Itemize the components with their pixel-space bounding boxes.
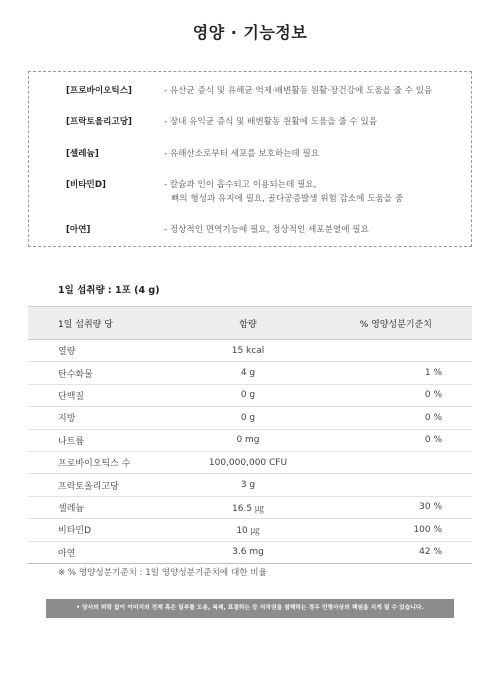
function-desc-line: - 칼슘과 인이 흡수되고 이용되는데 필요,: [164, 180, 317, 190]
column-header: % 영양성분기준치: [319, 307, 472, 340]
table-row: [28, 407, 472, 429]
nutrient-amount: 3 g: [177, 474, 318, 496]
table-row: [28, 496, 472, 518]
nutrient-amount: 3.6 mg: [177, 541, 318, 563]
function-desc-line: - 장내 유익균 증식 및 배변활동 원활에 도움을 줄 수 있음: [164, 117, 378, 127]
table-row: [28, 519, 472, 541]
nutrient-percent: 100 %: [319, 519, 472, 541]
nutrient-amount: 16.5 ㎍: [177, 496, 318, 518]
nutrient-name: 열량: [28, 340, 177, 362]
function-desc-line: - 유해산소로부터 세포를 보호하는데 필요: [164, 149, 320, 159]
table-row: [28, 362, 472, 384]
table-row: [28, 340, 472, 362]
function-desc-line: - 유산균 증식 및 유해균 억제·배변활동 원활·장건강에 도움을 줄 수 있음: [164, 86, 433, 96]
nutrient-percent: [319, 451, 472, 473]
nutrient-amount: 0 g: [177, 407, 318, 429]
table-row: [28, 474, 472, 496]
nutrient-percent: 42 %: [319, 541, 472, 563]
function-desc: [164, 84, 432, 98]
column-header: 함량: [177, 307, 318, 340]
table-row: [28, 429, 472, 451]
nutrient-percent: 30 %: [319, 496, 472, 518]
nutrient-amount: 4 g: [177, 362, 318, 384]
nutrition-table: [28, 306, 472, 564]
nutrient-amount: 100,000,000 CFU: [177, 451, 318, 473]
nutrient-name: 탄수화물: [28, 362, 177, 384]
nutrient-percent: 1 %: [319, 362, 472, 384]
function-desc: [164, 223, 369, 237]
table-row: [28, 384, 472, 406]
function-desc: [164, 178, 403, 206]
column-header: 1일 섭취량 당: [28, 307, 177, 340]
nutrient-percent: 0 %: [319, 429, 472, 451]
nutrient-amount: 0 mg: [177, 429, 318, 451]
function-desc-line: - 정상적인 면역기능에 필요, 정상적인 세포분열에 필요: [164, 225, 369, 235]
nutrient-percent: 0 %: [319, 384, 472, 406]
function-name: [프로바이오틱스]: [66, 86, 132, 96]
nutrient-name: 셀레늄: [28, 496, 177, 518]
nutrient-name: 단백질: [28, 384, 177, 406]
function-name: [아연]: [66, 225, 91, 235]
function-desc: [164, 115, 377, 129]
nutrient-name: 지방: [28, 407, 177, 429]
table-row: [28, 541, 472, 563]
nutrient-amount: 0 g: [177, 384, 318, 406]
nutrient-name: 아연: [28, 541, 177, 563]
reference-note: ※ % 영양성분기준치 : 1일 영양성분기준치에 대한 비율: [58, 568, 267, 578]
nutrient-amount: 10 ㎍: [177, 519, 318, 541]
nutrient-name: 프락토올리고당: [28, 474, 177, 496]
nutrient-name: 나트륨: [28, 429, 177, 451]
function-desc: [164, 147, 319, 161]
function-info-box: [28, 71, 472, 247]
page-title: 영양 · 기능정보: [192, 23, 308, 42]
nutrient-amount: 15 kcal: [177, 340, 318, 362]
function-name: [비타민D]: [66, 180, 106, 190]
function-name: [셀레늄]: [66, 149, 99, 159]
daily-intake-label: 1일 섭취량 : 1포 (4 g): [58, 285, 160, 296]
nutrient-name: 비타민D: [28, 519, 177, 541]
function-desc-line: 뼈의 형성과 유지에 필요, 골다공증발생 위험 감소에 도움을 줌: [171, 194, 404, 204]
nutrient-percent: [319, 474, 472, 496]
nutrient-name: 프로바이오틱스 수: [28, 451, 177, 473]
copyright-notice: • 당사의 허락 없이 이미지의 전체 혹은 일부를 도용, 복제, 표절하는 등 저작권을 침해하는 경우 민형사상의 책임을 지게 될 수 있습니다.: [46, 599, 454, 618]
table-header-row: [28, 307, 472, 340]
nutrient-percent: 0 %: [319, 407, 472, 429]
nutrient-percent: [319, 340, 472, 362]
function-name: [프락토올리고당]: [66, 117, 132, 127]
table-row: [28, 451, 472, 473]
